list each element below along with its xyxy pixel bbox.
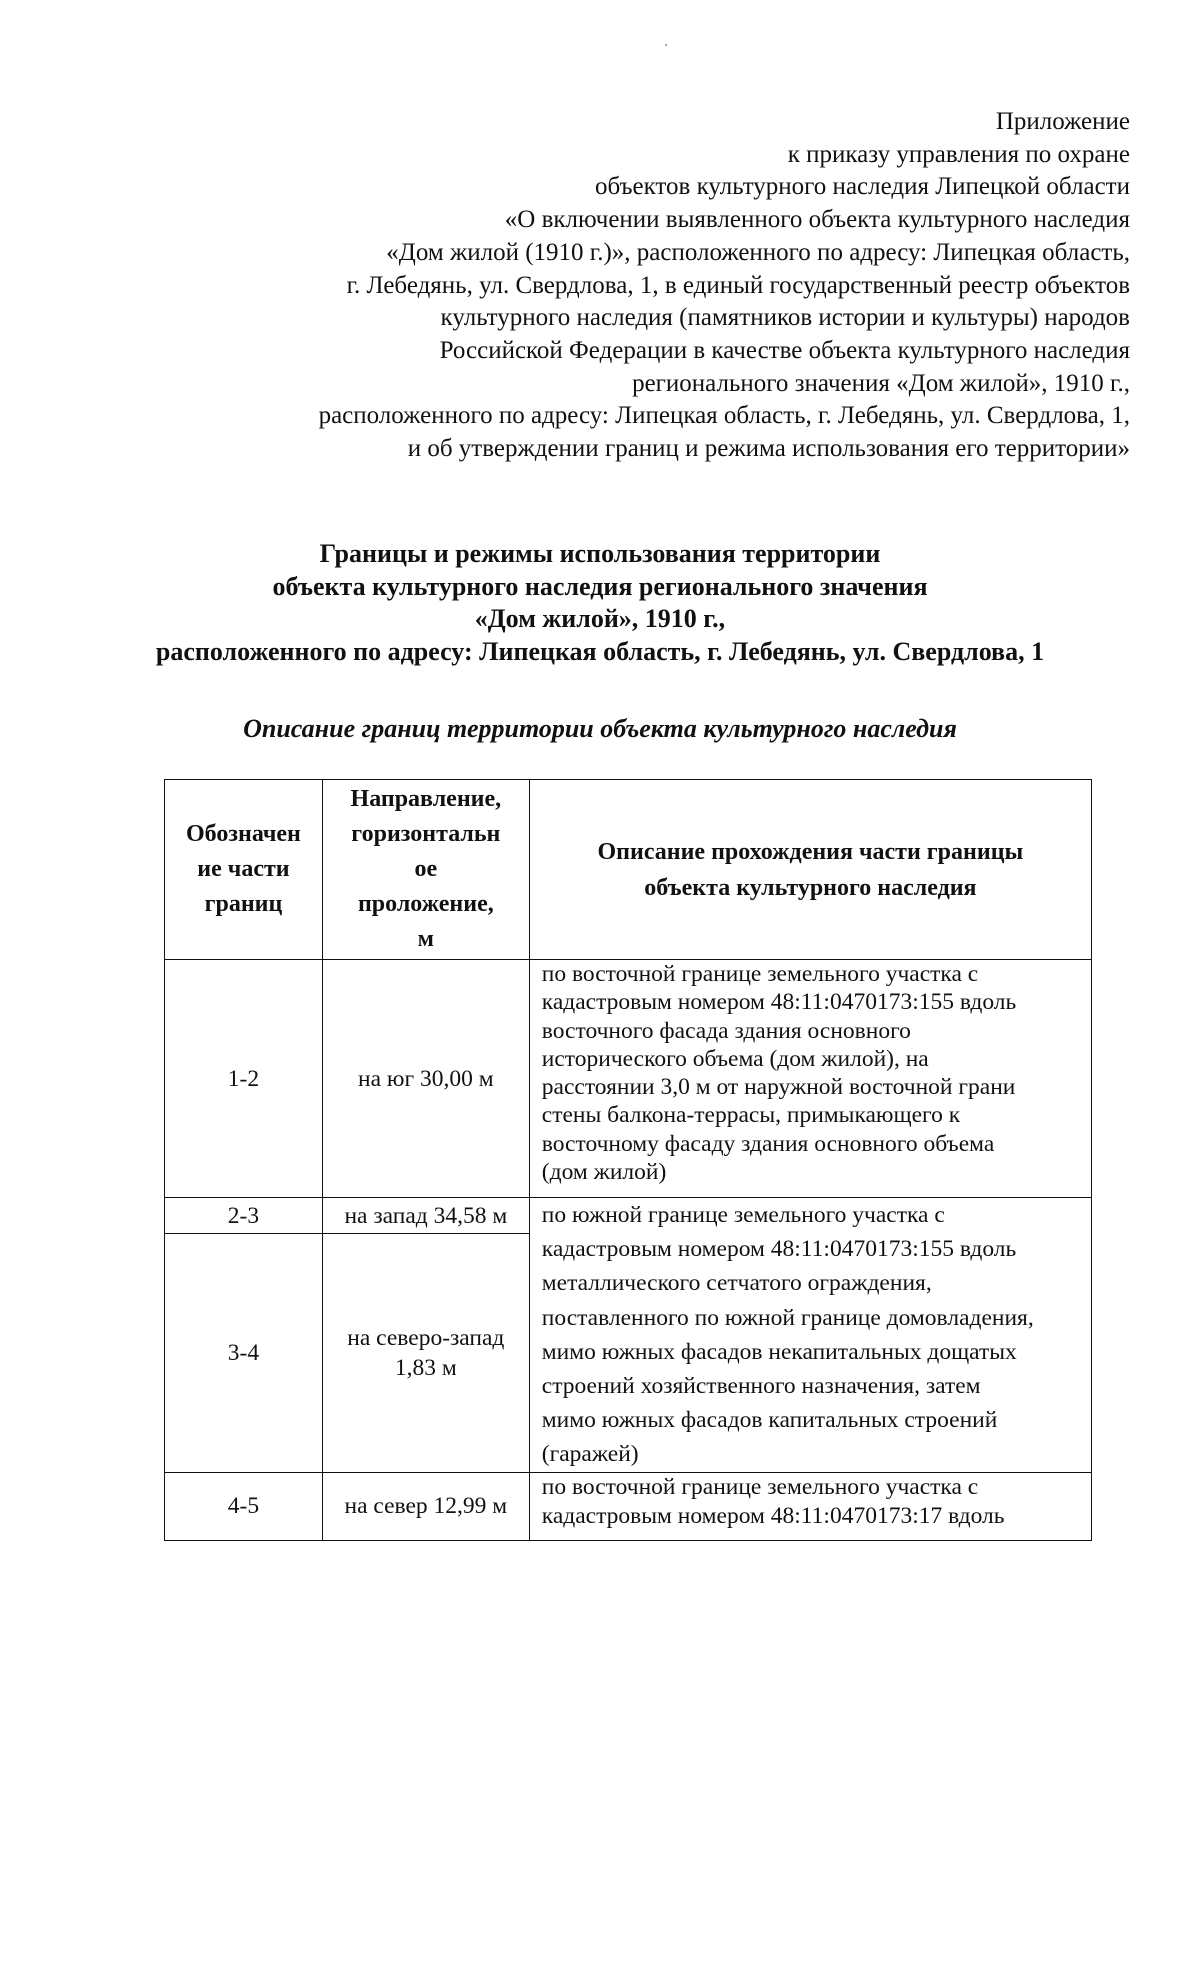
annex-line: и об утверждении границ и режима использования его территории»	[407, 435, 1130, 463]
table-row	[165, 1198, 1092, 1234]
scan-dot	[665, 44, 667, 46]
annex-line: культурного наследия (памятников истории и культуры) народов	[440, 304, 1130, 332]
header-segment: Обозначен ие части границ	[165, 780, 323, 960]
annex-line: г. Лебедянь, ул. Свердлова, 1, в единый государственный реестр объектов	[346, 271, 1130, 299]
annex-line: объектов культурного наследия Липецкой области	[595, 173, 1130, 201]
direction-cell: на северо-запад 1,83 м	[322, 1234, 529, 1472]
boundaries-table	[164, 779, 1092, 1541]
table-row	[165, 1472, 1092, 1540]
annex-header	[130, 106, 1130, 466]
description-cell: по восточной границе земельного участка с кадастровым номером 48:11:0470173:155 вдоль восточного фасада здания основного исторического объема (дом жилой), на расстоянии 3,0 м от наружной восточной грани стены балкона-террасы, примыкающего к восточному фасаду здания основного объема (дом жилой)	[529, 960, 1091, 1198]
segment-cell: 4-5	[165, 1472, 323, 1540]
header-description: Описание прохождения части границы объекта культурного наследия	[529, 780, 1091, 960]
segment-cell: 3-4	[165, 1234, 323, 1472]
description-cell: по южной границе земельного участка с кадастровым номером 48:11:0470173:155 вдоль металлического сетчатого ограждения, поставленного по южной границе домовладения, мимо южных фасадов некапитальных дощатых строений хозяйственного назначения, затем мимо южных фасадов капитальных строений (гаражей)	[529, 1198, 1091, 1473]
direction-cell: на север 12,99 м	[322, 1472, 529, 1540]
title-line: Границы и режимы использования территории	[319, 539, 881, 568]
annex-line: «О включении выявленного объекта культурного наследия	[504, 206, 1130, 234]
annex-line: Приложение	[995, 108, 1130, 135]
annex-line: Российской Федерации в качестве объекта культурного наследия	[439, 336, 1130, 364]
description-cell: по восточной границе земельного участка с кадастровым номером 48:11:0470173:17 вдоль	[529, 1472, 1091, 1540]
direction-cell: на запад 34,58 м	[322, 1198, 529, 1234]
table-row	[165, 960, 1092, 1198]
annex-line: к приказу управления по охране	[787, 140, 1130, 168]
header-direction: Направление, горизонтальн ое проложение, м	[322, 780, 529, 960]
table-header-row	[165, 780, 1092, 960]
segment-cell: 2-3	[165, 1198, 323, 1234]
title-line: расположенного по адресу: Липецкая область, г. Лебедянь, ул. Свердлова, 1	[155, 636, 1045, 666]
document-title	[0, 538, 1200, 668]
segment-cell: 1-2	[165, 960, 323, 1198]
annex-line: «Дом жилой (1910 г.)», расположенного по адресу: Липецкая область,	[386, 238, 1130, 266]
annex-line: расположенного по адресу: Липецкая область, г. Лебедянь, ул. Свердлова, 1,	[318, 402, 1130, 430]
title-line: «Дом жилой», 1910 г.,	[474, 604, 726, 633]
title-line: объекта культурного наследия регионального значения	[272, 571, 928, 601]
direction-cell: на юг 30,00 м	[322, 960, 529, 1198]
section-subtitle: Описание границ территории объекта культурного наследия	[243, 714, 957, 743]
annex-line: регионального значения «Дом жилой», 1910 г.,	[632, 369, 1130, 397]
